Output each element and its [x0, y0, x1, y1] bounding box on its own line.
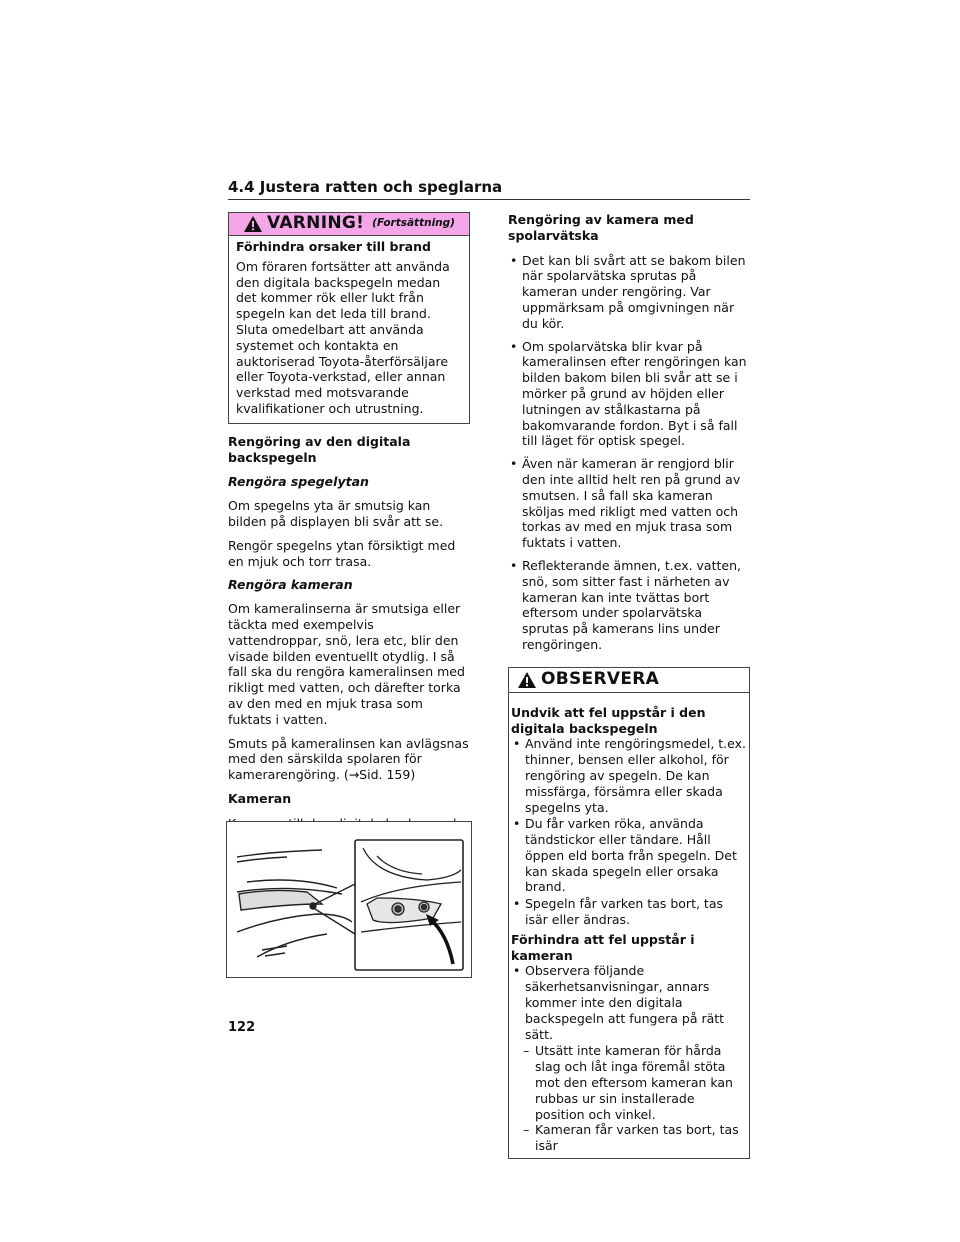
car-rear-illustration — [227, 822, 471, 977]
mirror-fault-list — [511, 736, 747, 928]
camera-clean-subheading: Rengöra kameran — [228, 577, 353, 593]
camera-fault-sublist — [511, 1043, 747, 1154]
camera-dirty-text: Om kameralinserna är smutsiga eller täckta med exempelvis vattendroppar, snö, lera etc, blir den visade bilden eventuellt otydlig. I så fall ska du rengöra kameralinsen med rikligt med vatten, och därefter torka av den med en mjuk trasa som fuktats i vatten. — [228, 601, 465, 727]
warning-title: VARNING! — [267, 213, 365, 234]
camera-fault-subheading: Förhindra att fel uppstår i kameran — [511, 931, 695, 963]
caution-triangle-icon — [517, 671, 537, 689]
mirror-clean-text: Rengör spegelns ytan försiktigt med en mjuk och torr trasa. — [228, 537, 456, 569]
page-number: 122 — [228, 1020, 256, 1035]
list-item: • Spegeln får varken tas bort, tas isär eller ändras. — [511, 896, 747, 928]
observera-title: OBSERVERA — [541, 668, 660, 689]
list-item: • Även när kameran är rengjord blir den inte alltid helt ren på grund av smutsen. I så fall ska kameran sköljas med rikligt med vatten och torkas av med en mjuk trasa som fuktats i vatten. — [508, 456, 750, 551]
warning-box — [228, 212, 470, 424]
warning-text: Om föraren fortsätter att använda den digitala backspegeln medan det kommer rök eller lukt från spegeln kan det leda till brand. Sluta omedelbart att använda systemet och kontakta en auktoriserad Toyota-återförsäljare eller Toyota-verkstad, eller annan verkstad med motsvarande kvalifikationer och utrustning. — [236, 258, 450, 416]
right-column — [508, 212, 750, 1159]
list-item: • Om spolarvätska blir kvar på kameralinsen efter rengöringen kan bilden bakom bilen bli svår att se i mörker på grund av höjden eller lutningen av stålkastarna på bakomvarande fordon. Byt i så fall till läget för optisk spegel. — [508, 339, 750, 450]
mirror-surface-subheading: Rengöra spegelytan — [228, 474, 369, 490]
warning-subheading: Förhindra orsaker till brand — [236, 239, 431, 254]
washer-cleaning-heading: Rengöring av kamera med spolarvätska — [508, 212, 694, 243]
section-header: 4.4 Justera ratten och speglarna — [228, 178, 750, 200]
observera-box — [508, 667, 750, 1159]
mirror-fault-subheading: Undvik att fel uppstår i den digitala backspegeln — [511, 704, 706, 736]
camera-fault-list — [511, 963, 747, 1042]
list-item: – Kameran får varken tas bort, tas isär — [511, 1122, 747, 1154]
mirror-dirty-text: Om spegelns yta är smutsig kan bilden på displayen bli svår att se. — [228, 498, 444, 529]
list-item: • Det kan bli svårt att se bakom bilen när spolarvätska sprutas på kameran under rengöring. Var uppmärksam på omgivningen när du kör. — [508, 253, 750, 332]
washer-cleaning-list — [508, 253, 750, 653]
warning-triangle-icon — [243, 215, 263, 233]
camera-location-illustration — [226, 821, 472, 978]
list-item — [511, 963, 747, 1042]
warning-continued: (Fortsättning) — [372, 217, 455, 230]
list-item: – Utsätt inte kameran för hårda slag och låt inga föremål stöta mot den eftersom kameran kan rubbas ur sin installerade position och vinkel. — [511, 1043, 747, 1122]
list-item: • Reflekterande ämnen, t.ex. vatten, snö, som sitter fast i närheten av kameran kan inte tvättas bort eftersom under spolarvätska sprutas på kamerans lins under rengöringen. — [508, 558, 750, 653]
observera-header — [509, 668, 749, 693]
cleaning-heading: Rengöring av den digitala backspegeln — [228, 433, 411, 465]
camera-heading: Kameran — [228, 790, 292, 806]
warning-header — [229, 213, 469, 236]
camera-washer-text: Smuts på kameralinsen kan avlägsnas med den särskilda spolaren för kamerarengöring. (→Sid. 159) — [228, 735, 469, 783]
list-item: • Använd inte rengöringsmedel, t.ex. thinner, bensen eller alkohol, för rengöring av spegeln. De kan missfärga, försämra eller skada spegelns yta. — [511, 736, 747, 815]
camera-fault-text: Observera följande säkerhetsanvisningar, annars kommer inte den digitala backspegeln att fungera på rätt sätt. — [525, 963, 725, 1042]
left-column — [228, 212, 470, 855]
list-item: • Du får varken röka, använda tändstickor eller tändare. Håll öppen eld borta från spegeln. Det kan skada spegeln eller orsaka brand. — [511, 816, 747, 895]
